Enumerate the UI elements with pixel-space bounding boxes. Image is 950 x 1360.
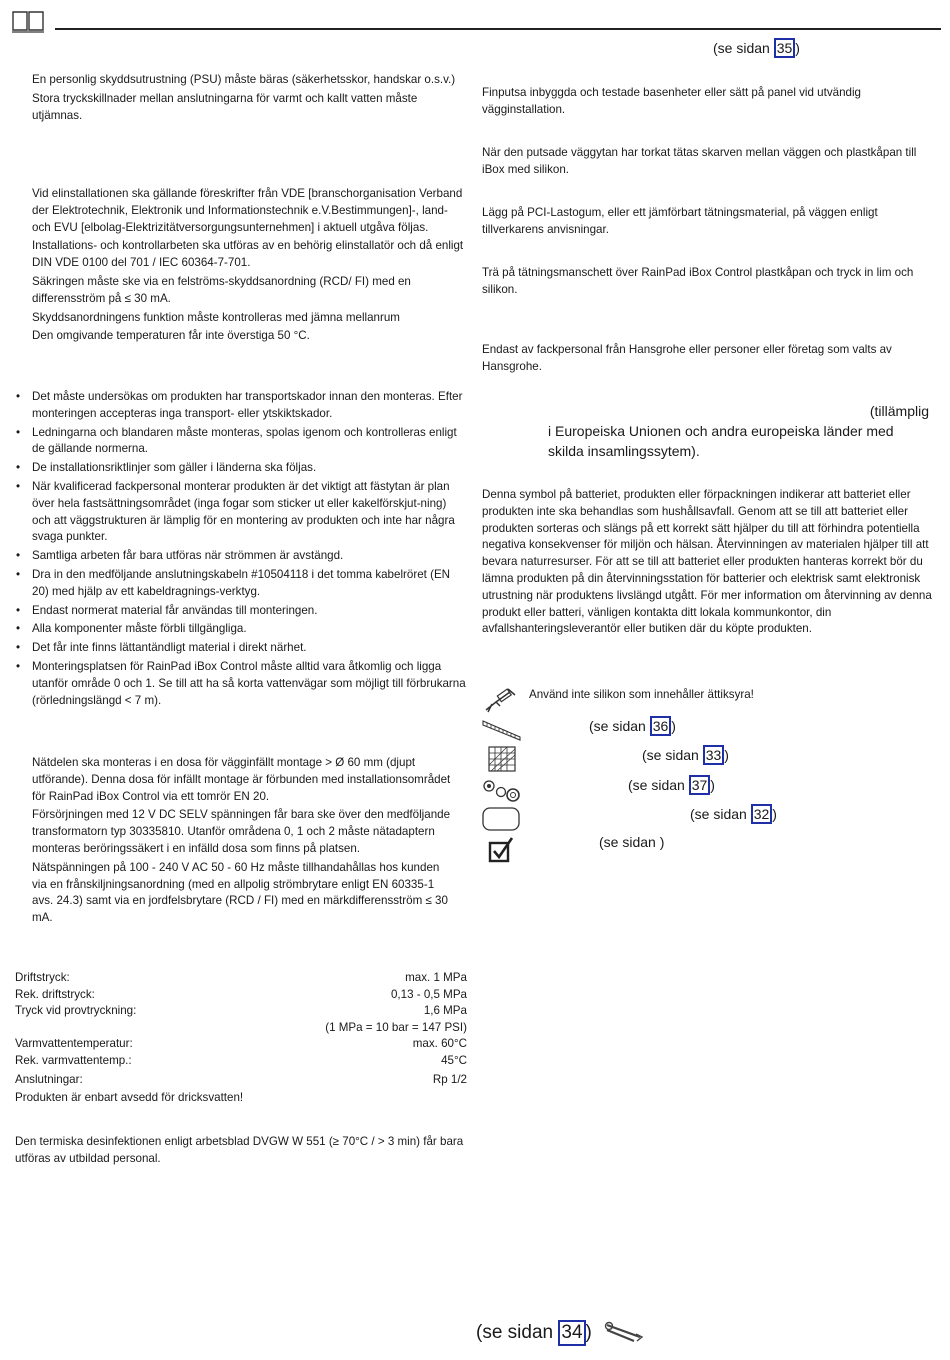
installation-text: När den putsade väggytan har torkat tätas skarven mellan väggen och plastkåpan till iBox med silikon. [482,146,917,176]
disinfection-note: Den termiska desinfektionen enligt arbetsblad DVGW W 551 (≥ 70°C / > 3 min) får bara utföras av utbildad personal. [15,1135,464,1165]
list-item: • Samtliga arbeten får bara utföras när strömmen är avstängd. [14,548,468,565]
power-text: Nätspänningen på 100 - 240 V AC 50 - 60 Hz måste tillhandahållas hos kunden via en frånskiljningsanordning (med en allpolig strömbrytare enligt EN 60335-1 avs. 24.3) samt via en jordfelsbrytare (RCD / FI) med en märkdifferensström ≤ 30 mA. [32,860,448,925]
rounded-rect-icon [482,806,522,832]
fittings-icon [482,778,522,804]
electrical-text: Den omgivande temperaturen får inte överstiga 50 °C. [32,329,310,343]
installation-text: Lägg på PCI-Lastogum, eller ett jämförbart tätningsmaterial, på väggen enligt tillverkarens anvisningar. [482,206,878,236]
list-item: • Det måste undersökas om produkten har transportskador innan den monteras. Efter monteringen accepteras inga transport- eller ytskiktskador. [14,389,468,423]
page-link-34[interactable]: 34 [558,1320,585,1346]
page-link-37[interactable]: 37 [689,775,711,795]
safety-text: Stora tryckskillnader mellan anslutningarna för varmt och kallt vatten måste utjämnas. [32,91,418,122]
silicone-gun-icon [482,686,518,714]
page-ref: (se sidan 32 ) [690,806,777,822]
silicone-note: Använd inte silikon som innehåller ättiksyra! [529,688,754,701]
book-icon [11,8,45,34]
installation-text: Trä på tätningsmanschett över RainPad iBox Control plastkåpan och tryck in lim och silikon. [482,266,914,296]
list-item: • Det får inte finns lättantändligt material i direkt närhet. [14,640,468,657]
installation-bullets [14,389,468,711]
list-item: • De installationsriktlinjer som gäller i länderna ska följas. [14,460,468,477]
page-ref: (se sidan ) [599,834,665,850]
eu-note: (tillämplig i Europeiska Unionen och andra europeiska länder med skilda insamlingssytem). [548,403,929,459]
spec-row: Driftstryck: max. 1 MPa [15,971,467,984]
grid-pattern-icon [488,746,516,772]
spec-row: (1 MPa = 10 bar = 147 PSI) [325,1020,467,1034]
checkbox-icon [488,836,516,864]
page-ref: (se sidan 37 ) [628,777,715,793]
page-link-36[interactable]: 36 [650,716,672,736]
list-item: • Ledningarna och blandaren måste monteras, spolas igenom och kontrolleras enligt de gällande normerna. [14,425,468,459]
footer-page-ref: (se sidan 34 ) [476,1320,592,1346]
safety-text: En personlig skyddsutrustning (PSU) måste bäras (säkerhetsskor, handskar o.s.v.) [32,73,456,86]
spec-row: Rek. driftstryck: 0,13 - 0,5 MPa [15,987,467,1001]
spec-row: Anslutningar: Rp 1/2 [15,1072,467,1086]
power-text: Nätdelen ska monteras i en dosa för vägginfällt montage > Ø 60 mm (djupt utförande). Denna dosa för infällt montage är förbunden med installationsområdet för RainPad iBox Control via ett tomrör EN 20. [32,756,451,803]
header-rule [55,28,941,30]
list-item: • Alla komponenter måste förbli tillgängliga. [14,621,468,638]
service-note: Endast av fackpersonal från Hansgrohe eller personer eller företag som valts av Hansgrohe. [482,343,892,373]
spec-row: Rek. varmvattentemp.: 45°C [15,1053,467,1067]
page-ref: (se sidan 33 ) [642,747,729,763]
safety-section [32,72,462,126]
list-item: • Monteringsplatsen för RainPad iBox Control måste alltid vara åtkomlig och ligga utanför område 0 och 1. Se till att ha så korta vattenvägar som möjligt till förbrukarna (rörledningslängd < 7 m). [14,659,468,709]
power-section [32,755,457,929]
drinking-water-note: Produkten är enbart avsedd för dricksvatten! [15,1091,244,1105]
tools-icon [604,1321,644,1345]
page-link-32[interactable]: 32 [751,804,773,824]
installation-text: Finputsa inbyggda och testade basenheter eller sätt på panel vid utvändig vägginstallation. [482,86,861,116]
recycling-text: Denna symbol på batteriet, produkten eller förpackningen indikerar att batteriet eller produkten inte ska behandlas som hushållsavfall. Genom att se till att batteriet eller produkten sorteras och slängs på ett korrekt sätt hjälper du till att förhindra potentiella negativa konsekvenser för miljön och hälsan. Återvinningen av materialen hjälper till att bevara naturresurser. För att se till att batteriet eller produkten hanteras korrekt bör du lämna produkten på din återvinningsstation för batterier och elektrisk samt elektronisk utrustning när produktens livslängd utgått. För mer information om återvinning av denna produkt eller batteri, vänligen kontakta ditt lokala kommunkontor, din avfallshanteringsleverantör eller butiken där du köpte produkten. [482,488,932,636]
header-page-ref: (se sidan 35 ) [713,40,800,56]
electrical-text: Skyddsanordningens funktion måste kontrolleras med jämna mellanrum [32,310,400,324]
page-link-33[interactable]: 33 [703,745,725,765]
electrical-section [32,186,464,347]
spec-row: Tryck vid provtryckning: 1,6 MPa [15,1004,467,1018]
page-link-35[interactable]: 35 [774,38,796,58]
ruler-icon [482,717,522,741]
spec-row: Varmvattentemperatur: max. 60°C [15,1037,467,1051]
list-item: • Endast normerat material får användas till monteringen. [14,603,468,620]
electrical-text: Säkringen måste ske via en felströms-skyddsanordning (RCD/ FI) med en differensström på ≤ 30 mA. [32,274,411,305]
list-item: • Dra in den medföljande anslutningskabeln #10504118 i det tomma kabelröret (EN 20) med hjälp av ett kabeldragnings-verktyg. [14,567,468,601]
power-text: Försörjningen med 12 V DC SELV spänningen får bara ske över den medföljande transformatorn typ 30335810. Utanför områdena 0, 1 och 2 måste nätadaptern monteras beröringssäkert i en infälld dosa som finns på platsen. [32,808,451,855]
page-ref: (se sidan 36 ) [589,718,676,734]
list-item: • När kvalificerad fackpersonal monterar produkten är det viktigt att fästytan är plan över hela fastsättningsområdet (inga fogar som sticker ut eller kakelförskjut-ning) och att väggstrukturen är lämplig för en montering av produkten och inte har några svaga punkter. [14,479,468,546]
spec-table [15,970,467,1107]
electrical-text: Vid elinstallationen ska gällande föreskrifter från VDE [branschorganisation Verband der Elektrotechnik, Elektronik und Informationstechnik e.V.Bestimmungen]-, land- och EVU [elbolag-Elektrizitätversorgungsunternehmen] i aktuell utgåva följas. [32,187,463,234]
electrical-text: Installations- och kontrollarbeten ska utföras av en behörig elinstallatör och då enligt DIN VDE 0100 del 701 / IEC 60364-7-701. [32,239,464,270]
